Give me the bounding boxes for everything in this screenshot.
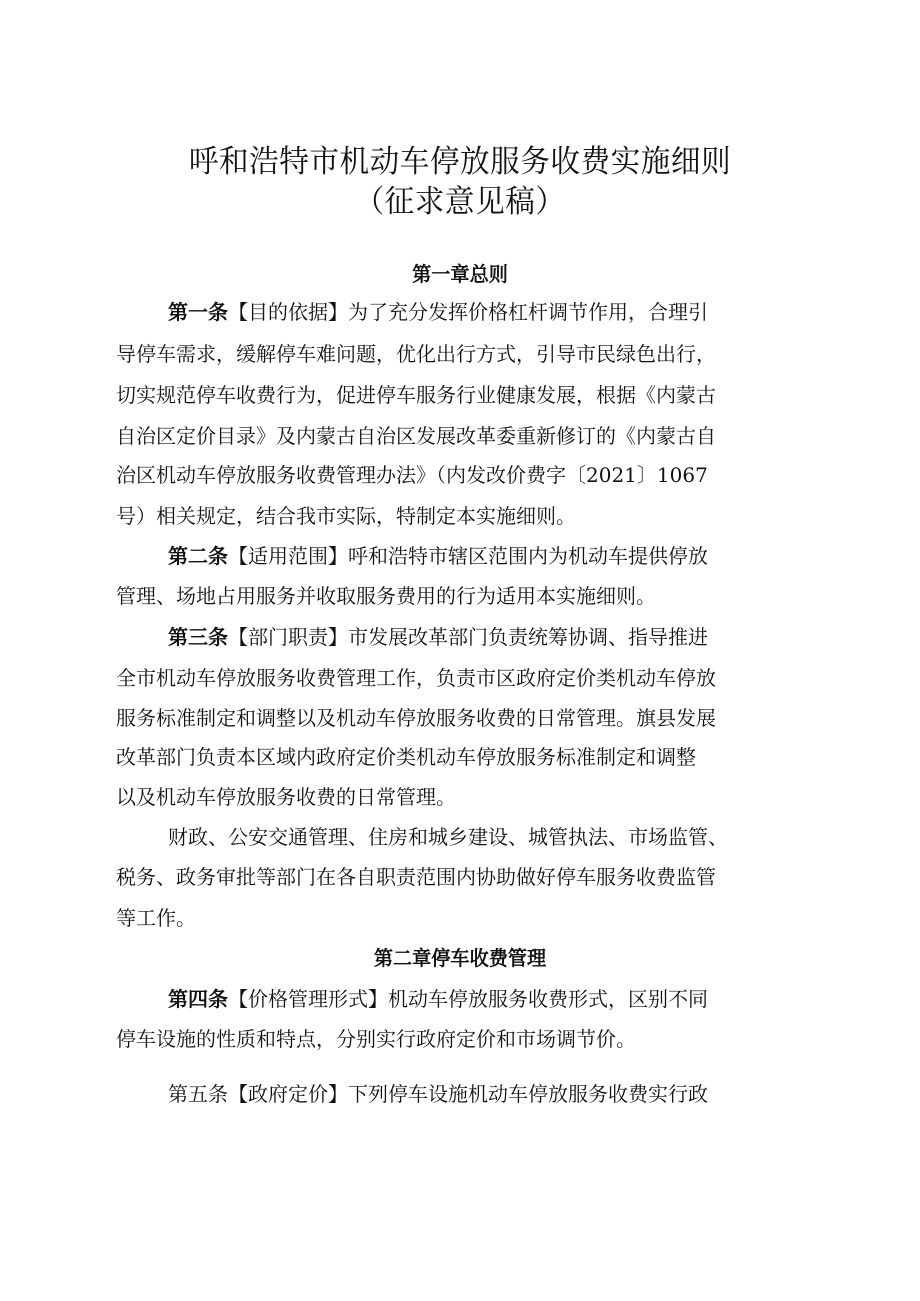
article-2-label: 第二条 <box>168 544 228 568</box>
article-2-first-line <box>168 542 708 570</box>
article-3-line: 以及机动车停放服务收费的日常管理。 <box>116 785 456 809</box>
article-1-line: 导停车需求，缓解停车难问题，优化出行方式，引导市民绿色出行， <box>116 342 716 366</box>
article-4-line: 停车设施的性质和特点，分别实行政府定价和市场调节价。 <box>116 1027 636 1051</box>
article-1-tag: 【目的依据】 <box>228 300 348 324</box>
article-3-line: 服务标准制定和调整以及机动车停放服务收费的日常管理。旗县发展 <box>116 706 716 730</box>
article-3-line: 改革部门负责本区域内政府定价类机动车停放服务标准制定和调整 <box>116 745 696 769</box>
article-1-first-line <box>168 298 708 326</box>
article-2-text: 呼和浩特市辖区范围内为机动车提供停放 <box>348 544 708 568</box>
article-5-first-line <box>168 1080 708 1108</box>
article-2-tag: 【适用范围】 <box>228 544 348 568</box>
paragraph-line: 等工作。 <box>116 906 196 930</box>
chapter-1-heading: 第一章总则 <box>412 262 508 286</box>
article-1-line: 号）相关规定，结合我市实际，特制定本实施细则。 <box>116 504 576 528</box>
article-3-label: 第三条 <box>168 625 228 649</box>
article-3-text: 市发展改革部门负责统筹协调、指导推进 <box>348 625 708 649</box>
article-4-first-line <box>168 985 708 1013</box>
article-1-label: 第一条 <box>168 300 228 324</box>
article-1-line: 治区机动车停放服务收费管理办法》（内发改价费字〔2021〕1067 <box>116 463 708 487</box>
article-3-tag: 【部门职责】 <box>228 625 348 649</box>
document-subtitle: （征求意见稿） <box>354 184 566 220</box>
paragraph-line: 财政、公安交通管理、住房和城乡建设、城管执法、市场监管、 <box>168 825 728 849</box>
article-4-text: 机动车停放服务收费形式，区别不同 <box>388 987 708 1011</box>
article-5-text: 下列停车设施机动车停放服务收费实行政 <box>348 1082 708 1106</box>
article-2-line: 管理、场地占用服务并收取服务费用的行为适用本实施细则。 <box>116 584 656 608</box>
article-5-label: 第五条 <box>168 1082 228 1106</box>
article-4-label: 第四条 <box>168 987 228 1011</box>
article-5-tag: 【政府定价】 <box>228 1082 348 1106</box>
article-3-line: 全市机动车停放服务收费管理工作，负责市区政府定价类机动车停放 <box>116 666 716 690</box>
article-1-line: 切实规范停车收费行为，促进停车服务行业健康发展，根据《内蒙古 <box>116 383 716 407</box>
article-1-line: 自治区定价目录》及内蒙古自治区发展改革委重新修订的《内蒙古自 <box>116 424 716 448</box>
paragraph-line: 税务、政务审批等部门在各自职责范围内协助做好停车服务收费监管 <box>116 865 716 889</box>
article-3-first-line <box>168 623 708 651</box>
document-title: 呼和浩特市机动车停放服务收费实施细则 <box>188 144 732 180</box>
article-1-text: 为了充分发挥价格杠杆调节作用，合理引 <box>348 300 708 324</box>
article-4-tag: 【价格管理形式】 <box>228 987 388 1011</box>
chapter-2-heading: 第二章停车收费管理 <box>373 946 547 970</box>
